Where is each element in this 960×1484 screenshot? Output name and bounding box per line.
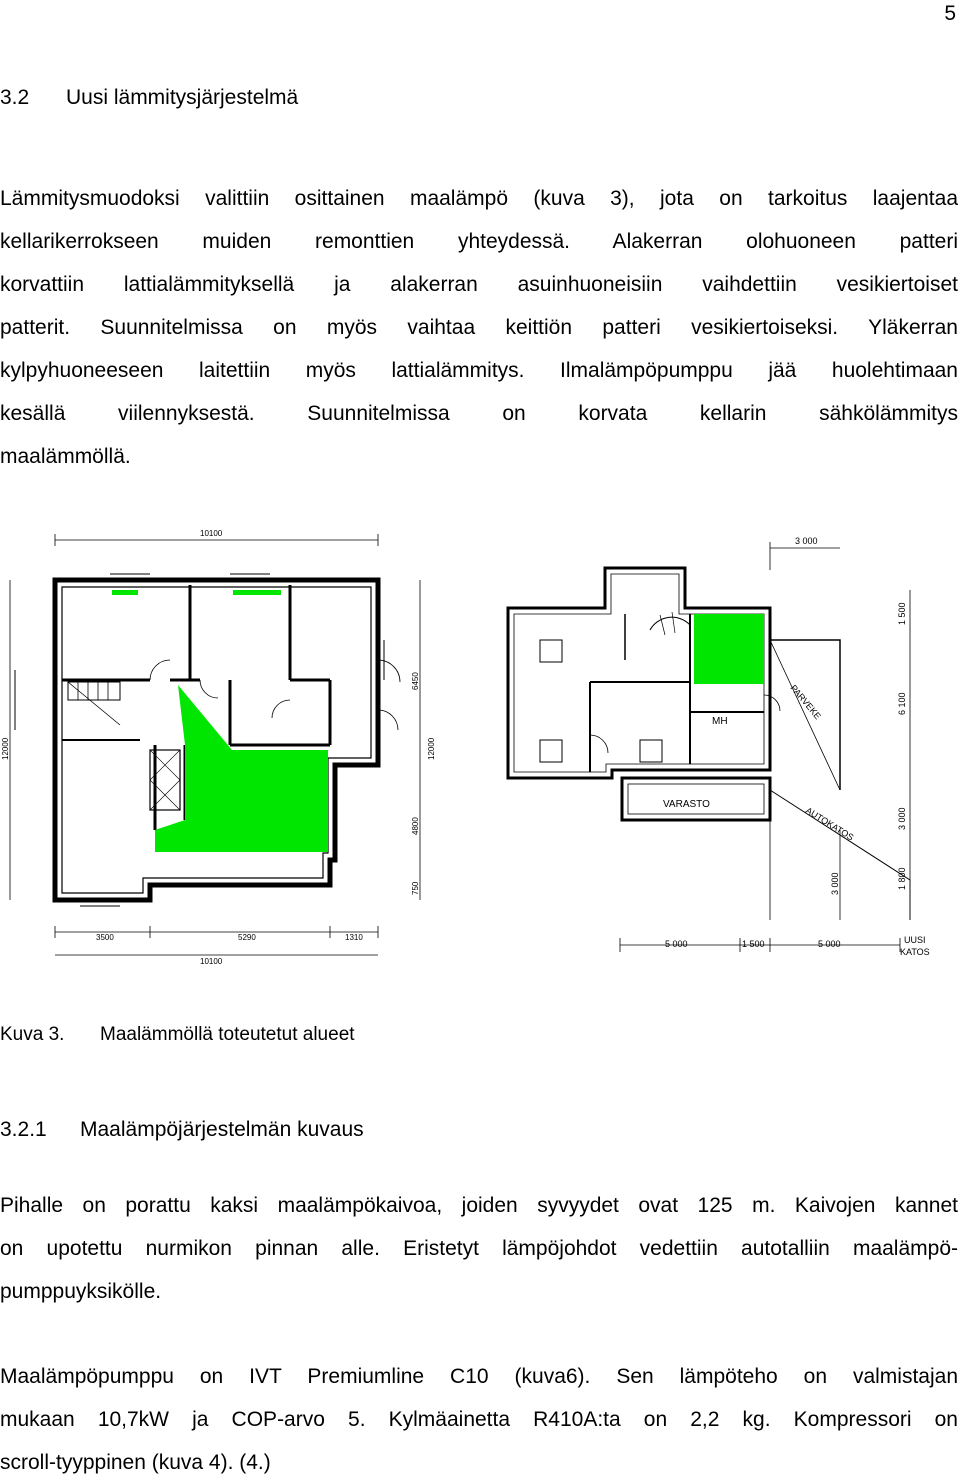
dim-right-label-2: 12000 [427,737,436,760]
section-title: Uusi lämmitysjärjestelmä [66,86,299,109]
dim-left-label: 12000 [1,737,10,760]
subsection-number: 3.2.1 [0,1118,47,1141]
dim-right-label-3: 4800 [411,817,420,835]
label-katos: KATOS [900,947,930,957]
caption-text: Maalämmöllä toteutetut alueet [100,1024,355,1045]
dim-right-label-3: 3 000 [897,807,907,830]
caption-label: Kuva 3. [0,1024,65,1045]
paragraph-heating [0,177,958,478]
paragraph-heat-pump [0,1355,958,1484]
dim-right-label-1: 6450 [411,672,420,690]
right-floor-plan [508,536,930,957]
paragraph-line: on upotettu nurmikon pinnan alle. Eristetyt lämpöjohdot vedettiin autotalliin maalämpö- [0,1237,958,1260]
dim-bottom-label-3: 1310 [345,933,363,942]
floor-heating-area [155,685,328,852]
paragraph-line: scroll-tyyppinen (kuva 4). (4.) [0,1451,271,1474]
dim-right-label-4: 750 [411,881,420,895]
paragraph-line: Lämmitysmuodoksi valittiin osittainen maalämpö (kuva 3), jota on tarkoitus laajentaa [0,187,958,210]
dim-bottom-label-1: 5 000 [665,939,688,949]
radiator-marker [233,590,281,595]
dim-bottom-label-3: 5 000 [818,939,841,949]
dim-bottom-total: 10100 [200,957,223,966]
floor-plans-svg [0,500,960,980]
paragraph-line: kesällä viilennyksestä. Suunnitelmissa on korvata kellarin sähkölämmitys [0,402,958,425]
subsection-title: Maalämpöjärjestelmän kuvaus [80,1118,364,1141]
subsection-heading [0,1118,364,1142]
room-label-varasto: VARASTO [663,799,710,810]
paragraph-line: Pihalle on porattu kaksi maalämpökaivoa, joiden syvyydet ovat 125 m. Kaivojen kannet [0,1194,958,1217]
figure-caption [0,1024,355,1046]
paragraph-line: korvattiin lattialämmityksellä ja alakerran asuinhuoneisiin vaihdettiin vesikiertoiset [0,273,958,296]
dim-right-label-1: 1 500 [897,602,907,625]
bathroom-floor-heating [694,614,764,684]
paragraph-line: Maalämpöpumppu on IVT Premiumline C10 (kuva6). Sen lämpöteho on valmistajan [0,1365,958,1388]
paragraph-line: mukaan 10,7kW ja COP-arvo 5. Kylmäainetta R410A:ta on 2,2 kg. Kompressori on [0,1408,958,1431]
section-heading [0,86,298,110]
paragraph-line: kellarikerrokseen muiden remonttien yhteydessä. Alakerran olohuoneen patteri [0,230,958,253]
dim-top-label: 10100 [200,529,223,538]
page-number: 5 [944,2,956,25]
section-number: 3.2 [0,86,30,109]
dim-top-label: 3 000 [795,536,818,546]
paragraph-line: patterit. Suunnitelmissa on myös vaihtaa keittiön patteri vesikiertoiseksi. Yläkerran [0,316,958,339]
dim-bottom-label-1: 3500 [96,933,114,942]
label-parveke: PARVEKE [788,682,823,722]
paragraph-line: maalämmöllä. [0,445,131,468]
radiator-marker [112,590,138,595]
dim-bottom-label-2: 5290 [238,933,256,942]
floor-plans-figure [0,500,960,980]
dim-inner-label: 3 000 [830,872,840,895]
label-uusi: UUSI [904,935,926,945]
dim-right-label-2: 6 100 [897,692,907,715]
paragraph-line: kylpyhuoneeseen laitettiin myös lattialämmitys. Ilmalämpöpumppu jää huolehtimaan [0,359,958,382]
room-label-mh: MH [712,716,728,727]
paragraph-wells [0,1184,958,1313]
dim-bottom-label-2: 1 500 [742,939,765,949]
label-autokatos: AUTOKATOS [803,805,856,843]
paragraph-line: pumppuyksikölle. [0,1280,162,1303]
left-heated-areas [112,590,328,852]
dim-right-label-4: 1 800 [897,867,907,890]
